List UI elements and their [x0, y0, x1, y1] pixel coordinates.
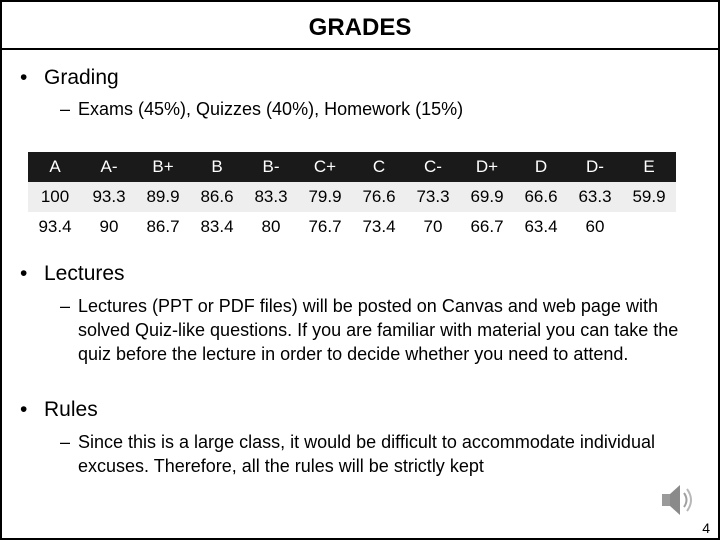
bullet-dot: • — [20, 262, 28, 285]
dash: – — [60, 296, 71, 316]
grade-lower-cell: 76.7 — [298, 212, 352, 242]
grade-letter-cell: A — [28, 152, 82, 182]
grade-upper-cell: 73.3 — [406, 182, 460, 212]
grade-upper-cell: 59.9 — [622, 182, 676, 212]
lectures-sub — [60, 294, 692, 366]
grades-header-row — [28, 152, 676, 182]
grade-letter-cell: B- — [244, 152, 298, 182]
grades-lower-row — [28, 212, 676, 242]
grades-table — [28, 152, 676, 242]
grade-upper-cell: 83.3 — [244, 182, 298, 212]
rules-heading: Rules — [44, 398, 98, 421]
rules-sub-text: Since this is a large class, it would be difficult to accommodate individual excuses. Therefore, all the rules will be strictly kept — [78, 432, 655, 476]
bullet-dot: • — [20, 66, 28, 89]
grade-lower-cell: 83.4 — [190, 212, 244, 242]
dash: – — [60, 432, 71, 452]
slide-title: GRADES — [308, 14, 412, 41]
grading-sub-text: Exams (45%), Quizzes (40%), Homework (15%) — [78, 99, 464, 119]
grade-upper-cell: 66.6 — [514, 182, 568, 212]
bullet-grading — [20, 66, 119, 90]
grade-upper-cell: 63.3 — [568, 182, 622, 212]
grade-upper-cell: 100 — [28, 182, 82, 212]
grade-lower-cell: 86.7 — [136, 212, 190, 242]
grade-letter-cell: C- — [406, 152, 460, 182]
grade-upper-cell: 76.6 — [352, 182, 406, 212]
lectures-sub-text: Lectures (PPT or PDF files) will be posted on Canvas and web page with solved Quiz-like questions. If you are familiar with material you can take the quiz before the lecture in order to decide whether you need to attend. — [78, 296, 679, 364]
grade-letter-cell: D+ — [460, 152, 514, 182]
title-box — [2, 2, 718, 50]
bullet-lectures — [20, 262, 125, 286]
bullet-rules — [20, 398, 98, 422]
grade-lower-cell: 60 — [568, 212, 622, 242]
grade-letter-cell: C+ — [298, 152, 352, 182]
grade-letter-cell: D- — [568, 152, 622, 182]
lectures-heading: Lectures — [44, 262, 125, 285]
grade-upper-cell: 93.3 — [82, 182, 136, 212]
grade-upper-cell: 69.9 — [460, 182, 514, 212]
grade-letter-cell: E — [622, 152, 676, 182]
grade-lower-cell: 73.4 — [352, 212, 406, 242]
grade-letter-cell: A- — [82, 152, 136, 182]
grades-upper-row — [28, 182, 676, 212]
grading-sub — [60, 97, 700, 121]
grade-upper-cell: 86.6 — [190, 182, 244, 212]
grade-lower-cell: 80 — [244, 212, 298, 242]
grade-lower-cell: 70 — [406, 212, 460, 242]
page-number: 4 — [702, 520, 710, 536]
rules-sub — [60, 430, 660, 478]
dash: – — [60, 99, 71, 119]
grade-upper-cell: 79.9 — [298, 182, 352, 212]
grading-heading: Grading — [44, 66, 119, 89]
grade-letter-cell: B+ — [136, 152, 190, 182]
grade-letter-cell: B — [190, 152, 244, 182]
grade-letter-cell: D — [514, 152, 568, 182]
grade-lower-cell: 93.4 — [28, 212, 82, 242]
bullet-dot: • — [20, 398, 28, 421]
grade-letter-cell: C — [352, 152, 406, 182]
grade-lower-cell: 66.7 — [460, 212, 514, 242]
grade-lower-cell: 63.4 — [514, 212, 568, 242]
grade-upper-cell: 89.9 — [136, 182, 190, 212]
grade-lower-cell — [622, 212, 676, 242]
grade-lower-cell: 90 — [82, 212, 136, 242]
speaker-icon[interactable] — [660, 480, 696, 520]
